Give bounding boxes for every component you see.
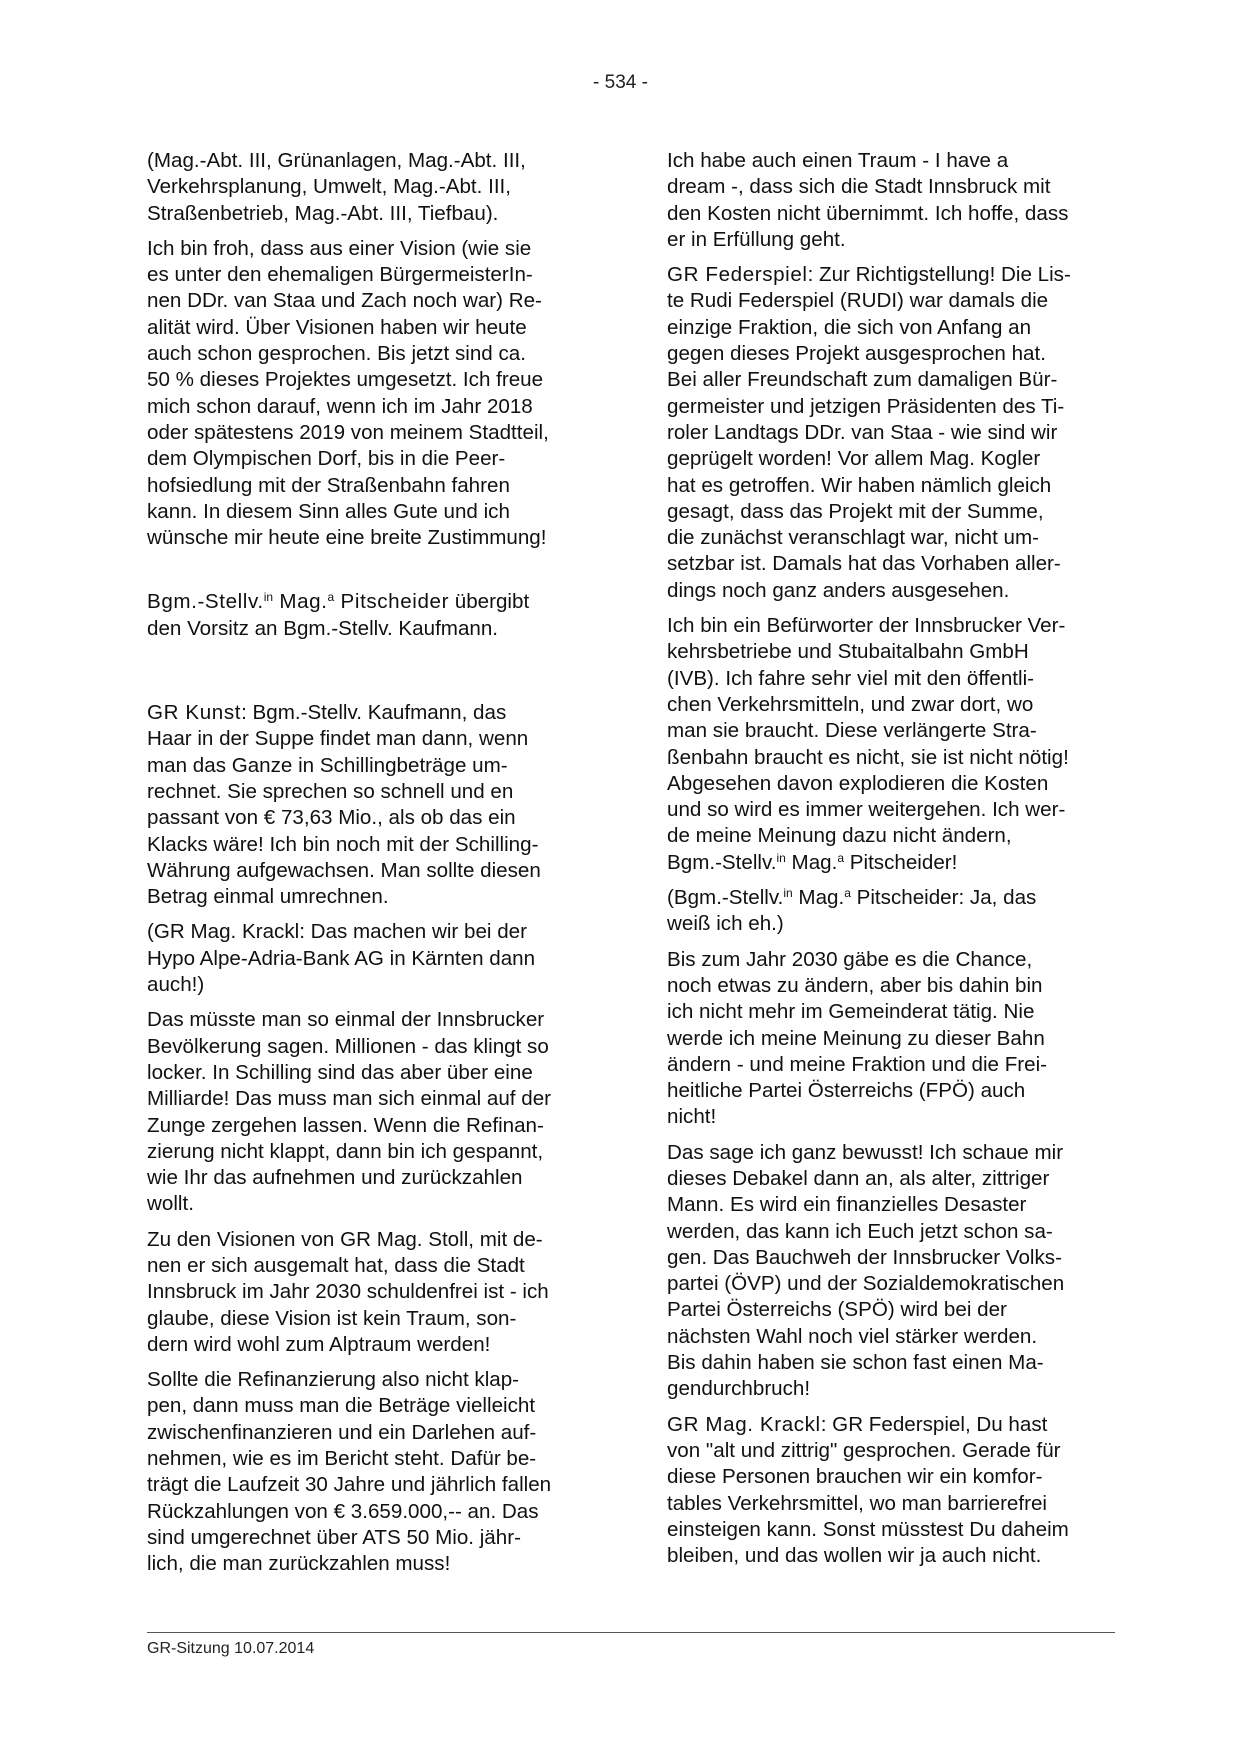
speaker-title: Mag. — [273, 590, 328, 614]
superscript: a — [844, 886, 851, 901]
paragraph-text: Pitscheider! — [844, 850, 958, 874]
right-column — [667, 148, 1117, 1578]
speaker-name: GR Federspiel — [667, 263, 808, 287]
paragraph-text: Ich bin ein Befürworter der Innsbrucker Ver- kehrsbetriebe und Stubaitalbahn GmbH (IVB). Ich fahre sehr viel mit den öffentli- chen Verkehrsmitteln, und zwar dort, wo man sie braucht. Diese verlängerte Stra- ßenbahn braucht es nicht, sie ist nicht nötig! Abgesehen davon explodieren die Kosten und so wird es immer weitergehen. Ich wer- de meine Meinung dazu nicht ändern, Bgm.-Stellv. — [667, 614, 1069, 874]
page-number: - 534 - — [593, 72, 648, 93]
footer-session-date: GR-Sitzung 10.07.2014 — [147, 1640, 315, 1657]
speaker-name: GR Mag. Krackl — [667, 1412, 821, 1436]
speaker-name: GR Kunst — [147, 701, 242, 725]
speech-paragraph — [667, 1412, 1117, 1570]
paragraph-text: : Zur Richtigstellung! Die Lis- te Rudi Federspiel (RUDI) war damals die einzige Fraktion, die sich von Anfang an gegen dieses Projekt ausgesprochen hat. Bei aller Freundschaft zum damaligen Bür- germeister und jetzigen Präsidenten des Ti- roler Landtags DDr. van Staa - wie sind wir geprügelt worden! Vor allem Mag. Kogler hat es getroffen. Wir haben nämlich gleich gesagt, dass das Projekt mit der Summe, die zunächst veranschlagt war, nicht um- setzbar ist. Damals hat das Vorhaben aller- dings noch ganz anders ausgesehen. — [667, 263, 1071, 602]
paragraph: Ich bin froh, dass aus einer Vision (wie sie es unter den ehemaligen BürgermeisterIn- nen DDr. van Staa und Zach noch war) Re- alität wird. Über Visionen haben wir heute auch schon gesprochen. Bis jetzt sind ca. 50 % dieses Projektes umgesetzt. Ich freue mich schon darauf, wenn ich im Jahr 2018 oder spätestens 2019 von meinem Stadtteil, dem Olympischen Dorf, bis in die Peer- hofsiedlung mit der Straßenbahn fahren kann. In diesem Sinn alles Gute und ich wünsche mir heute eine breite Zustimmung! — [147, 236, 549, 550]
speaker-name: Bgm.-Stellv. — [147, 590, 264, 614]
interjection — [667, 885, 1117, 938]
paragraph: (Mag.-Abt. III, Grünanlagen, Mag.-Abt. III, Verkehrsplanung, Umwelt, Mag.-Abt. III, Straßenbetrieb, Mag.-Abt. III, Tiefbau). — [147, 149, 526, 225]
superscript: a — [327, 590, 335, 605]
paragraph: Das sage ich ganz bewusst! Ich schaue mir dieses Debakel dann an, als alter, zittriger Mann. Es wird ein finanzielles Desaster werden, das kann ich Euch jetzt schon sa- gen. Das Bauchweh der Innsbrucker Volks- partei (ÖVP) und der Sozialdemokratischen Partei Österreichs (SPÖ) wird bei der nächsten Wahl noch viel stärker werden. Bis dahin haben sie schon fast einen Ma- gendurchbruch! — [667, 1140, 1065, 1401]
paragraph-text: übergibt den Vorsitz an Bgm.-Stellv. Kaufmann. — [147, 590, 530, 640]
paragraph-text: Mag. — [792, 886, 845, 910]
paragraph-text: : GR Federspiel, Du hast von "alt und zittrig" gesprochen. Gerade für diese Personen brauchen wir ein komfor- tables Verkehrsmittel, wo man barrierefrei einsteigen kann. Sonst müsstest Du daheim bleiben, und das wollen wir ja auch nicht. — [667, 1412, 1069, 1568]
paragraph: Zu den Visionen von GR Mag. Stoll, mit de- nen er sich ausgemalt hat, dass die Stadt Innsbruck im Jahr 2030 schuldenfrei ist - ich glaube, diese Vision ist kein Traum, son- dern wird wohl zum Alptraum werden! — [147, 1227, 549, 1356]
paragraph-text: Pitscheider: Ja, das weiß ich eh.) — [667, 886, 1037, 936]
paragraph: Sollte die Refinanzierung also nicht klap- pen, dann muss man die Beträge vielleicht zwischenfinanzieren und ein Darlehen auf- nehmen, wie es im Bericht steht. Dafür be- trägt die Laufzeit 30 Jahre und jährlich fallen Rückzahlungen von € 3.659.000,-- an. Das sind umgerechnet über ATS 50 Mio. jähr- lich, die man zurückzahlen muss! — [147, 1368, 552, 1576]
speech-paragraph — [667, 262, 1117, 604]
paragraph-text: Mag. — [785, 850, 838, 874]
paragraph — [667, 613, 1117, 876]
interjection: (GR Mag. Krackl: Das machen wir bei der Hypo Alpe-Adria-Bank AG in Kärnten dann auch!) — [147, 920, 536, 997]
speaker-name: Pitscheider — [334, 590, 450, 614]
superscript: a — [837, 850, 845, 865]
paragraph-text: (Bgm.-Stellv. — [667, 886, 784, 910]
superscript: in — [263, 590, 274, 605]
left-column — [147, 148, 597, 1587]
footer-divider — [147, 1632, 1115, 1633]
paragraph: Bis zum Jahr 2030 gäbe es die Chance, noch etwas zu ändern, aber bis dahin bin ich nicht mehr im Gemeinderat tätig. Nie werde ich meine Meinung zu dieser Bahn ändern - und meine Fraktion und die Frei- heitliche Partei Österreichs (FPÖ) auch nicht! — [667, 947, 1048, 1129]
superscript: in — [776, 850, 786, 865]
superscript: in — [783, 886, 793, 901]
chair-handover-note — [147, 589, 597, 642]
paragraph-text: : Bgm.-Stellv. Kaufmann, das Haar in der Suppe findet man dann, wenn man das Ganze in Schillingbeträge um- rechnet. Sie sprechen so schnell und en passant von € 73,63 Mio., als ob das ein Klacks wäre! Ich bin noch mit der Schilling- Währung aufgewachsen. Man sollte diesen Betrag einmal umrechnen. — [147, 701, 541, 909]
paragraph: Ich habe auch einen Traum - I have a dream -, dass sich die Stadt Innsbruck mit den Kosten nicht übernimmt. Ich hoffe, dass er in Erfüllung geht. — [667, 149, 1069, 251]
paragraph: Das müsste man so einmal der Innsbrucker Bevölkerung sagen. Millionen - das klingt so locker. In Schilling sind das aber über eine Milliarde! Das muss man sich einmal auf der Zunge zergehen lassen. Wenn die Refinan- zierung nicht klappt, dann bin ich gespannt, wie Ihr das aufnehmen und zurückzahlen wollt. — [147, 1008, 552, 1216]
speech-paragraph — [147, 700, 597, 910]
